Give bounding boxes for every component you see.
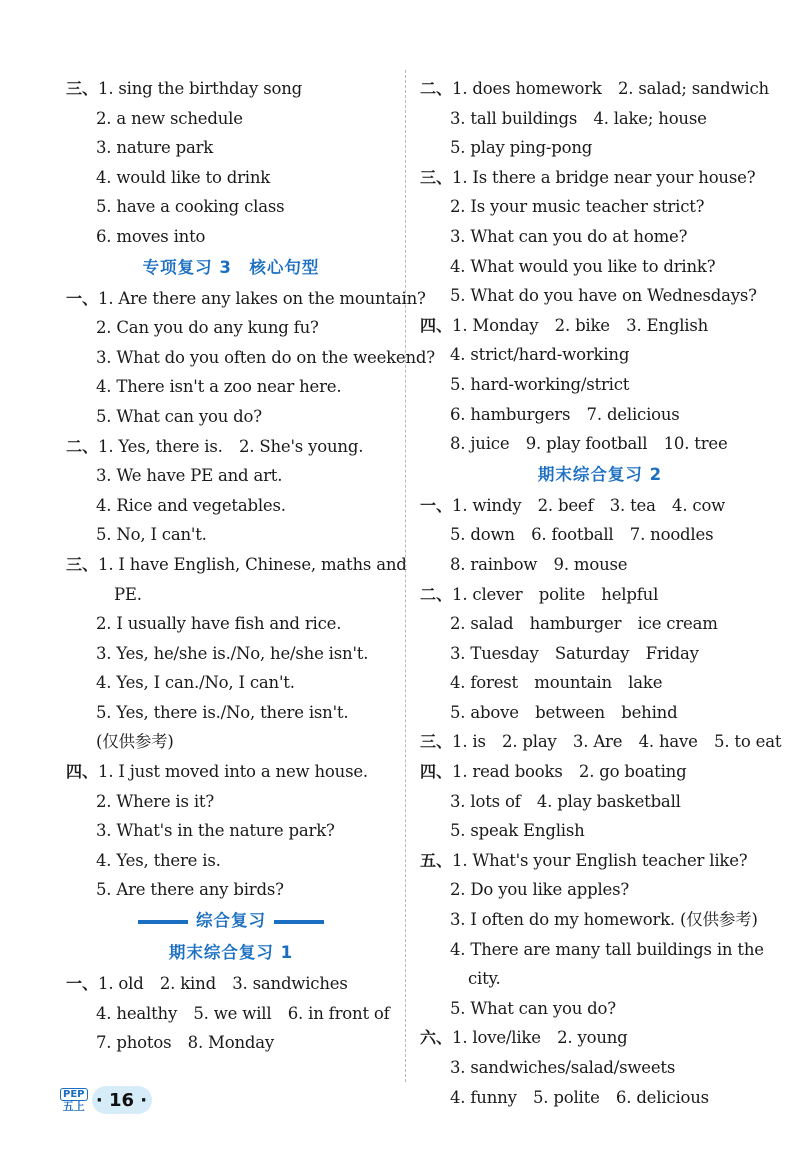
answer-line: 4. Rice and vegetables. — [96, 495, 286, 515]
section-heading: 期末综合复习 2 — [537, 464, 663, 484]
answer-text: 1. I just moved into a new house. — [98, 762, 368, 782]
answer-line: 3. What can you do at home? — [450, 226, 688, 246]
section-marker: 一、 — [66, 974, 99, 994]
section-marker: 三、 — [66, 554, 99, 574]
section-marker: 六、 — [420, 1028, 453, 1048]
banner-bar-left — [138, 920, 188, 924]
answer-line: 2. Where is it? — [96, 791, 214, 811]
answer-section-line — [66, 757, 396, 787]
answer-continuation: city. — [468, 969, 501, 989]
answer-section-line — [420, 846, 780, 876]
answer-line: 5. have a cooking class — [96, 197, 285, 217]
answer-text: 1. What's your English teacher like? — [452, 850, 748, 870]
answer-line: 4. There are many tall buildings in the — [450, 939, 764, 959]
answer-line: 7. photos 8. Monday — [96, 1033, 275, 1053]
edition-label: PEP — [60, 1088, 88, 1101]
answer-line: (仅供参考) — [96, 732, 174, 752]
page-footer — [60, 1086, 152, 1114]
answer-section-line — [420, 1023, 780, 1053]
answer-text: 1. Are there any lakes on the mountain? — [98, 288, 426, 308]
answer-line: 5. above between behind — [450, 702, 678, 722]
answer-line: 3. I often do my homework. (仅供参考) — [450, 910, 758, 930]
right-column — [420, 74, 780, 1112]
answer-line: 5. What can you do? — [96, 406, 262, 426]
section-marker: 三、 — [420, 732, 453, 752]
answer-line: 2. Is your music teacher strict? — [450, 197, 705, 217]
answer-line: 4. What would you like to drink? — [450, 256, 716, 276]
answer-section-line — [420, 757, 780, 787]
answer-line: 8. rainbow 9. mouse — [450, 554, 628, 574]
answer-line: 5. play ping-pong — [450, 138, 593, 158]
section-marker: 五、 — [420, 850, 453, 870]
answer-line: 4. strict/hard-working — [450, 345, 630, 365]
answer-line: 5. What do you have on Wednesdays? — [450, 286, 757, 306]
answer-text: 1. Monday 2. bike 3. English — [452, 315, 709, 335]
answer-line: 3. Tuesday Saturday Friday — [450, 643, 699, 663]
answer-line: 2. Do you like apples? — [450, 880, 630, 900]
section-marker: 三、 — [66, 79, 99, 98]
answer-text: 1. windy 2. beef 3. tea 4. cow — [452, 495, 726, 515]
answer-line: 8. juice 9. play football 10. tree — [450, 434, 728, 454]
answer-text: 1. clever polite helpful — [452, 584, 659, 604]
answer-section-line — [66, 969, 396, 999]
answer-text: 1. Is there a bridge near your house? — [452, 167, 756, 187]
banner-bar-right — [274, 920, 324, 924]
banner-text: 综合复习 — [196, 911, 266, 931]
answer-text: 1. I have English, Chinese, maths and — [98, 554, 407, 574]
answer-line: 6. hamburgers 7. delicious — [450, 404, 680, 424]
answer-text: 1. read books 2. go boating — [452, 762, 687, 782]
answer-section-line — [420, 580, 780, 610]
answer-line: 4. There isn't a zoo near here. — [96, 377, 342, 397]
section-marker: 一、 — [420, 495, 453, 515]
page-number: · 16 · — [92, 1086, 152, 1114]
answer-line: 5. hard-working/strict — [450, 374, 630, 394]
section-marker: 二、 — [420, 584, 453, 604]
answer-line: 6. moves into — [96, 226, 206, 246]
answer-section-line — [66, 74, 396, 104]
section-marker: 二、 — [420, 79, 453, 98]
grade-label: 五上 — [62, 1099, 85, 1113]
answer-line: 3. What's in the nature park? — [96, 821, 335, 841]
section-heading: 专项复习 3 核心句型 — [142, 257, 320, 277]
answer-line: 4. healthy 5. we will 6. in front of — [96, 1003, 390, 1023]
answer-line: 4. funny 5. polite 6. delicious — [450, 1087, 709, 1107]
column-divider — [405, 70, 406, 1082]
answer-line: 5. Yes, there is./No, there isn't. — [96, 702, 349, 722]
answer-section-line — [66, 550, 407, 580]
answer-line: 3. lots of 4. play basketball — [450, 791, 681, 811]
answer-text: 1. sing the birthday song — [98, 79, 302, 98]
answer-line: 3. Yes, he/she is./No, he/she isn't. — [96, 643, 369, 663]
banner-heading — [66, 905, 396, 937]
answer-section-line — [420, 727, 780, 757]
section-marker: 三、 — [420, 167, 453, 187]
answer-text: 1. Yes, there is. 2. She's young. — [98, 436, 364, 456]
answer-line: 3. tall buildings 4. lake; house — [450, 108, 707, 128]
answer-line: 5. down 6. football 7. noodles — [450, 525, 714, 545]
answer-line: 3. nature park — [96, 138, 214, 158]
answer-line: 4. Yes, there is. — [96, 850, 221, 870]
section-marker: 二、 — [66, 436, 99, 456]
answer-text: 1. is 2. play 3. Are 4. have 5. to eat — [452, 732, 782, 752]
answer-text: 1. does homework 2. salad; sandwich — [452, 79, 769, 98]
answer-line: 2. Can you do any kung fu? — [96, 318, 319, 338]
section-marker: 四、 — [420, 762, 453, 782]
section-heading: 期末综合复习 1 — [168, 943, 294, 963]
answer-line: 5. No, I can't. — [96, 525, 207, 545]
answer-section-line — [420, 74, 780, 104]
answer-section-line — [66, 432, 396, 462]
answer-text: 1. love/like 2. young — [452, 1028, 628, 1048]
answer-text: 1. old 2. kind 3. sandwiches — [98, 974, 348, 994]
answer-line: 4. would like to drink — [96, 167, 271, 187]
section-marker: 一、 — [66, 288, 99, 308]
answer-line: 2. salad hamburger ice cream — [450, 614, 718, 634]
section-marker: 四、 — [66, 762, 99, 782]
answer-line: 2. I usually have fish and rice. — [96, 614, 342, 634]
edition-tag — [60, 1088, 88, 1113]
answer-section-line — [420, 163, 780, 193]
left-column — [66, 74, 435, 1058]
answer-section-line — [420, 491, 780, 521]
answer-line: 4. Yes, I can./No, I can't. — [96, 673, 295, 693]
answer-line: 5. speak English — [450, 821, 585, 841]
section-marker: 四、 — [420, 315, 453, 335]
answer-line: 5. Are there any birds? — [96, 880, 284, 900]
answer-line: 4. forest mountain lake — [450, 673, 663, 693]
answer-continuation: PE. — [114, 584, 142, 604]
answer-line: 3. What do you often do on the weekend? — [96, 347, 435, 367]
answer-section-line — [66, 284, 426, 314]
answer-line: 3. We have PE and art. — [96, 466, 283, 486]
answer-line: 3. sandwiches/salad/sweets — [450, 1058, 676, 1077]
answer-line: 2. a new schedule — [96, 108, 243, 128]
answer-section-line — [420, 311, 780, 341]
answer-line: 5. What can you do? — [450, 998, 616, 1018]
